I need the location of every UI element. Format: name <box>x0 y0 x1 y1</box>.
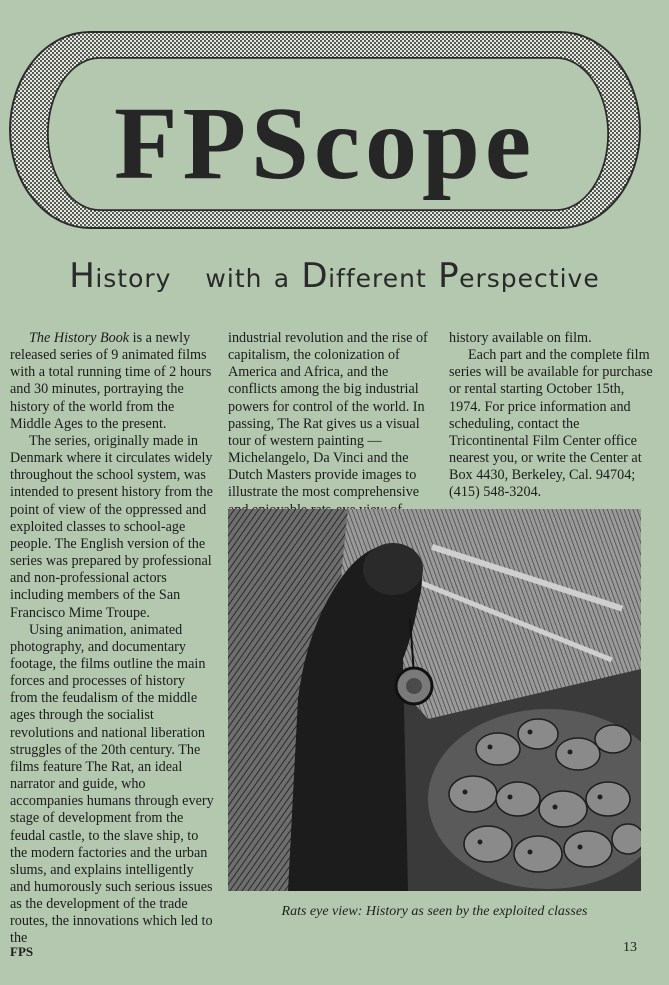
paragraph-4: Each part and the complete film series will be available for purchase or rental starting October 15th, 1974. For price information and scheduling, contact the Tricontinental Film Center office nearest you, or write the Center at Box 4430, Berkeley, Cal. 94704; (415) 548-3204. <box>449 347 653 501</box>
paragraph-3-continued: industrial revolution and the rise of capitalism, the colonization of America and Africa, and the conflicts among the big industrial powers for control of the world. In passing, The Rat gives us a visual tour of western painting — Michelangelo, Da Vinci and the Dutch Masters provide images to illustrate the most comprehensive <box>228 330 428 501</box>
article-column-3 <box>449 330 659 502</box>
photo-caption: Rats eye view: History as seen by the exploited classes <box>281 904 588 919</box>
headline-word: a <box>273 264 291 293</box>
footer-publication: FPS <box>10 944 34 959</box>
rats-engraving-image <box>228 509 641 891</box>
article-column-1 <box>10 330 216 948</box>
headline-word: Different <box>301 256 427 296</box>
headline-word: History <box>69 256 172 296</box>
masthead-title: FPScope <box>113 86 537 201</box>
page-number: 13 <box>623 940 637 955</box>
series-title: The History Book <box>29 330 130 346</box>
headline-word: with <box>205 264 263 293</box>
paragraph-3-end: history available on film. <box>449 330 592 346</box>
paragraph-3: Using animation, animated photography, and documentary footage, the films outline the main forces and processes of history from the feudalism of the middle ages through the socialist revolutions and national liberation struggles of the 20th century. The films feature The Rat, an ideal narrator and guide, who accompanies humans through every stage of development from the feudal castle, to the slave ship, to the modern factories and the urban slums, and explains intelligently and humorously such serious issues as the development of the trade routes, the innovations which led to the <box>10 621 214 947</box>
masthead-banner <box>0 0 669 250</box>
article-column-2 <box>228 330 440 519</box>
paragraph-2: The series, originally made in Denmark where it circulates widely throughout the school system, was intended to present history from the point of view of the oppressed and exploited classes to school-age people. The English version of the series was prepared by professional and non-professional actors including members of the San Francisco Mime Troupe. <box>10 432 213 621</box>
article-headline <box>0 256 669 296</box>
headline-word: Perspective <box>438 256 600 296</box>
paragraph-1: The History Book is a newly released series of 9 animated films with a total running time of 2 hours and 30 minutes, portraying the history of the world from the Middle Ages to the present. <box>10 330 212 432</box>
